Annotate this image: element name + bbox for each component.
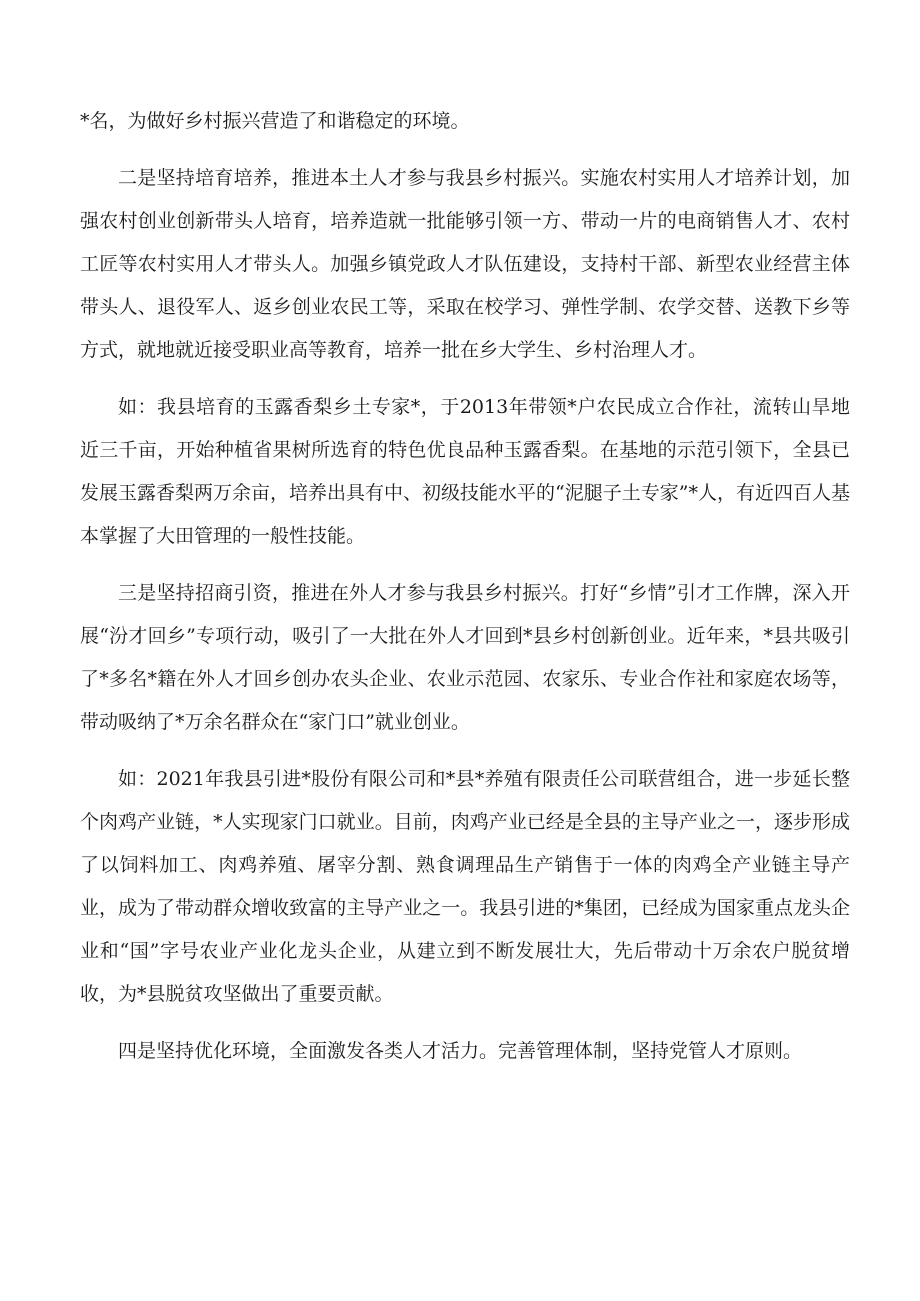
paragraph-chicken-industry-example: 如：2021年我县引进*股份有限公司和*县*养殖有限责任公司联营组合，进一步延长整个肉鸡产业链，*人实现家门口就业。目前，肉鸡产业已经是全县的主导产业之一，逐步形成了以饲料加工、肉鸡养殖、屠宰分割、熟食调理品生产销售于一体的肉鸡全产业链主导产业，成为了带动群众增收致富的主导产业之一。我县引进的*集团，已经成为国家重点龙头企业和“国”字号农业产业化龙头企业，从建立到不断发展壮大，先后带动十万余农户脱贫增收，为*县脱贫攻坚做出了重要贡献。 [80, 768, 850, 1005]
paragraph-local-talent: 二是坚持培育培养，推进本土人才参与我县乡村振兴。实施农村实用人才培养计划，加强农村创业创新带头人培育，培养造就一批能够引领一方、带动一片的电商销售人才、农村工匠等农村实用人才带头人。加强乡镇党政人才队伍建设，支持村干部、新型农业经营主体带头人、退役军人、返乡创业农民工等，采取在校学习、弹性学制、农学交替、送教下乡等方式，就地就近接受职业高等教育，培养一批在乡大学生、乡村治理人才。 [80, 167, 850, 361]
document-body [80, 100, 850, 1087]
paragraph-investment-attraction: 三是坚持招商引资，推进在外人才参与我县乡村振兴。打好“乡情”引才工作牌，深入开展“汾才回乡”专项行动，吸引了一大批在外人才回到*县乡村创新创业。近年来，*县共吸引了*多名*籍在外人才回乡创办农头企业、农业示范园、农家乐、专业合作社和家庭农场等，带动吸纳了*万余名群众在“家门口”就业创业。 [80, 582, 850, 733]
paragraph-optimize-environment: 四是坚持优化环境，全面激发各类人才活力。完善管理体制，坚持党管人才原则。 [118, 1040, 803, 1062]
paragraph-continuation: *名，为做好乡村振兴营造了和谐稳定的环境。 [80, 110, 470, 132]
paragraph-pear-expert-example: 如：我县培育的玉露香梨乡土专家*，于2013年带领*户农民成立合作社，流转山旱地近三千亩，开始种植省果树所选育的特色优良品种玉露香梨。在基地的示范引领下，全县已发展玉露香梨两万余亩，培养出具有中、初级技能水平的“泥腿子土专家”*人，有近四百人基本掌握了大田管理的一般性技能。 [80, 396, 850, 547]
